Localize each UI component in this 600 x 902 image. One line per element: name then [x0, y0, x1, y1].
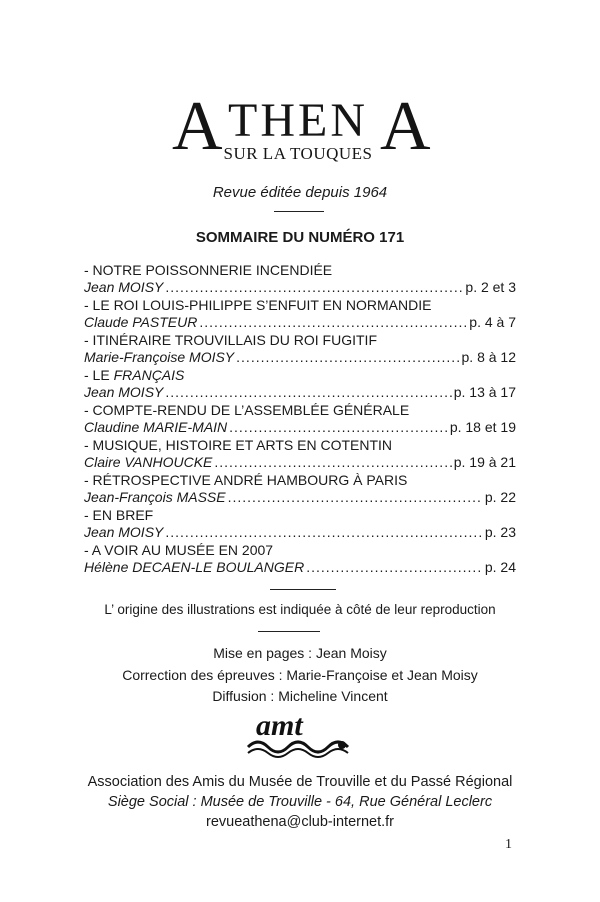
- association-email[interactable]: revueathena@club-internet.fr: [205, 814, 395, 830]
- association-info: [0, 772, 600, 832]
- toc-entry[interactable]: [84, 542, 516, 577]
- masthead-title: THEN: [228, 94, 368, 147]
- masthead-letter-a-right: A: [380, 88, 431, 165]
- credit-layout: Mise en pages : Jean Moisy: [213, 645, 387, 661]
- toc-entry-title: - RÉTROSPECTIVE ANDRÉ HAMBOURG À PARIS: [84, 472, 408, 488]
- dot-leader: [229, 419, 448, 436]
- toc-entry[interactable]: [84, 472, 516, 507]
- toc-entry[interactable]: [84, 262, 516, 297]
- dot-leader: [165, 279, 463, 296]
- toc-entry-page: p. 24: [484, 559, 516, 575]
- toc-entry-author: Jean MOISY: [84, 524, 164, 540]
- toc-entry[interactable]: [84, 402, 516, 437]
- dot-leader: [236, 349, 459, 366]
- toc-entry[interactable]: [84, 332, 516, 367]
- toc-entry-title: - ITINÉRAIRE TROUVILLAIS DU ROI FUGITIF: [84, 332, 377, 348]
- toc-entry-title: - A VOIR AU MUSÉE EN 2007: [84, 542, 274, 558]
- illustration-note: L’ origine des illustrations est indiquée à côté de leur reproduction: [104, 602, 496, 617]
- table-of-contents: [84, 262, 516, 577]
- page-number: 1: [505, 837, 512, 852]
- toc-entry-page: p. 8 à 12: [461, 349, 516, 365]
- contents-heading: SOMMAIRE DU NUMÉRO 171: [195, 229, 405, 246]
- amt-logo-text: amt: [256, 709, 303, 742]
- dot-leader: [165, 384, 451, 401]
- toc-entry-title: [84, 367, 516, 384]
- toc-entry-author: Jean MOISY: [84, 279, 164, 295]
- toc-entry-line: [84, 349, 516, 366]
- dot-leader: [214, 454, 451, 471]
- amt-logo: [244, 705, 356, 759]
- toc-entry-author: Claire VANHOUCKE: [84, 454, 213, 470]
- toc-entry-line: [84, 314, 516, 331]
- toc-entry-page: p. 23: [484, 524, 516, 540]
- toc-entry-line: [84, 524, 516, 541]
- credit-distribution: Diffusion : Micheline Vincent: [212, 688, 388, 704]
- association-name: Association des Amis du Musée de Trouville et du Passé Régional: [87, 774, 513, 790]
- toc-entry-page: p. 19 à 21: [453, 454, 516, 470]
- dot-leader: [228, 489, 483, 506]
- toc-entry-line: [84, 419, 516, 436]
- toc-entry-author: Claudine MARIE-MAIN: [84, 419, 228, 435]
- toc-entry-line: [84, 279, 516, 296]
- toc-entry-title-italic: FRANÇAIS: [113, 367, 185, 383]
- toc-entry-page: p. 18 et 19: [449, 419, 516, 435]
- masthead-subtitle: SUR LA TOUQUES: [223, 144, 373, 163]
- divider-rule: [274, 211, 324, 212]
- toc-entry-page: p. 4 à 7: [469, 314, 516, 330]
- dot-leader: [199, 314, 467, 331]
- toc-entry-page: p. 22: [484, 489, 516, 505]
- toc-entry-title: - NOTRE POISSONNERIE INCENDIÉE: [84, 262, 333, 278]
- toc-entry-line: [84, 559, 516, 576]
- masthead-center: [212, 94, 384, 164]
- dot-leader: [306, 559, 483, 576]
- toc-entry-line: [84, 489, 516, 506]
- credit-proofreading: Correction des épreuves : Marie-Françoise et Jean Moisy: [122, 666, 478, 683]
- toc-entry-author: Jean-François MASSE: [84, 489, 226, 505]
- toc-entry-title: - MUSIQUE, HISTOIRE ET ARTS EN COTENTIN: [84, 437, 393, 453]
- divider-rule: [270, 589, 336, 590]
- toc-entry[interactable]: [84, 367, 516, 402]
- credits-block: [0, 643, 600, 708]
- toc-entry-line: [84, 454, 516, 471]
- toc-entry-page: p. 2 et 3: [465, 279, 516, 295]
- dot-leader: [165, 524, 482, 541]
- masthead-logo: [172, 88, 432, 165]
- toc-entry[interactable]: [84, 437, 516, 472]
- toc-entry[interactable]: [84, 297, 516, 332]
- divider-rule: [258, 631, 320, 632]
- toc-entry-author: Claude PASTEUR: [84, 314, 198, 330]
- toc-entry-title: - EN BREF: [84, 507, 154, 523]
- wave-icon-lower: [248, 749, 348, 757]
- toc-entry-page: p. 13 à 17: [453, 384, 516, 400]
- toc-entry-title: - COMPTE-RENDU DE L’ASSEMBLÉE GÉNÉRALE: [84, 402, 410, 418]
- toc-entry-title-prefix: - LE: [84, 367, 114, 383]
- toc-entry-author: Jean MOISY: [84, 384, 164, 400]
- association-seat: Siège Social : Musée de Trouville - 64, Rue Général Leclerc: [107, 794, 493, 810]
- wave-curl-icon: [338, 741, 346, 749]
- toc-entry-author: Hélène DECAEN-LE BOULANGER: [84, 559, 305, 575]
- masthead-letter-a-left: A: [172, 88, 223, 165]
- toc-entry[interactable]: [84, 507, 516, 542]
- toc-entry-title: - LE ROI LOUIS-PHILIPPE S’ENFUIT EN NORMANDIE: [84, 297, 432, 313]
- toc-entry-author: Marie-Françoise MOISY: [84, 349, 235, 365]
- toc-entry-line: [84, 384, 516, 401]
- tagline: Revue éditée depuis 1964: [212, 184, 388, 201]
